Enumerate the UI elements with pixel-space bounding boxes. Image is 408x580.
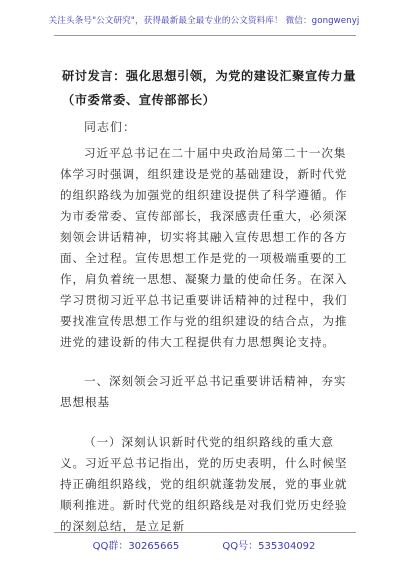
footer-divider: [54, 532, 356, 533]
footer-qq-group: QQ群：30265665: [92, 541, 180, 552]
header-banner: 关注头条号"公文研究"，获得最新最全最专业的公文资料库！ 微信：gongwenyj: [48, 16, 360, 26]
footer-qq-number: QQ号：535304092: [222, 541, 316, 552]
header-divider: [54, 35, 356, 36]
section-heading-1: 一、深刻领会习近平总书记重要讲话精神，夯实思想根基: [60, 374, 347, 409]
body-paragraph-2: （一）深刻认识新时代党的组织路线的重大意义。习近平总书记指出，党的历史表明，什么时候坚持正确组织路线，党的组织就蓬勃发展，党的事业就顺利推进。新时代党的组织路线是对我们党历史经验的深刻总结，是立足新: [60, 435, 348, 533]
salutation: 同志们：: [84, 120, 137, 134]
body-paragraph-1: 习近平总书记在二十届中央政治局第二十一次集体学习时强调，组织建设是党的基础建设，新时代党的组织路线为加强党的组织建设提供了科学遵循。作为市委常委、宣传部部长，我深感责任重大，必须深刻领会讲话精神，切实将其融入宣传思想工作的各方面、全过程。宣传思想工作是党的一项极端重要的工作，肩负着统一思想、凝聚力量的使命任务。在深入学习贯彻习近平总书记重要讲话精神的过程中，我们要找准宣传思想工作与党的组织建设的结合点，为推进党的建设新的伟大工程提供有力思想舆论支持。: [60, 146, 348, 349]
footer: [0, 537, 408, 552]
document-title: 研讨发言：强化思想引领，为党的建设汇聚宣传力量（市委常委、宣传部部长）: [62, 69, 357, 107]
